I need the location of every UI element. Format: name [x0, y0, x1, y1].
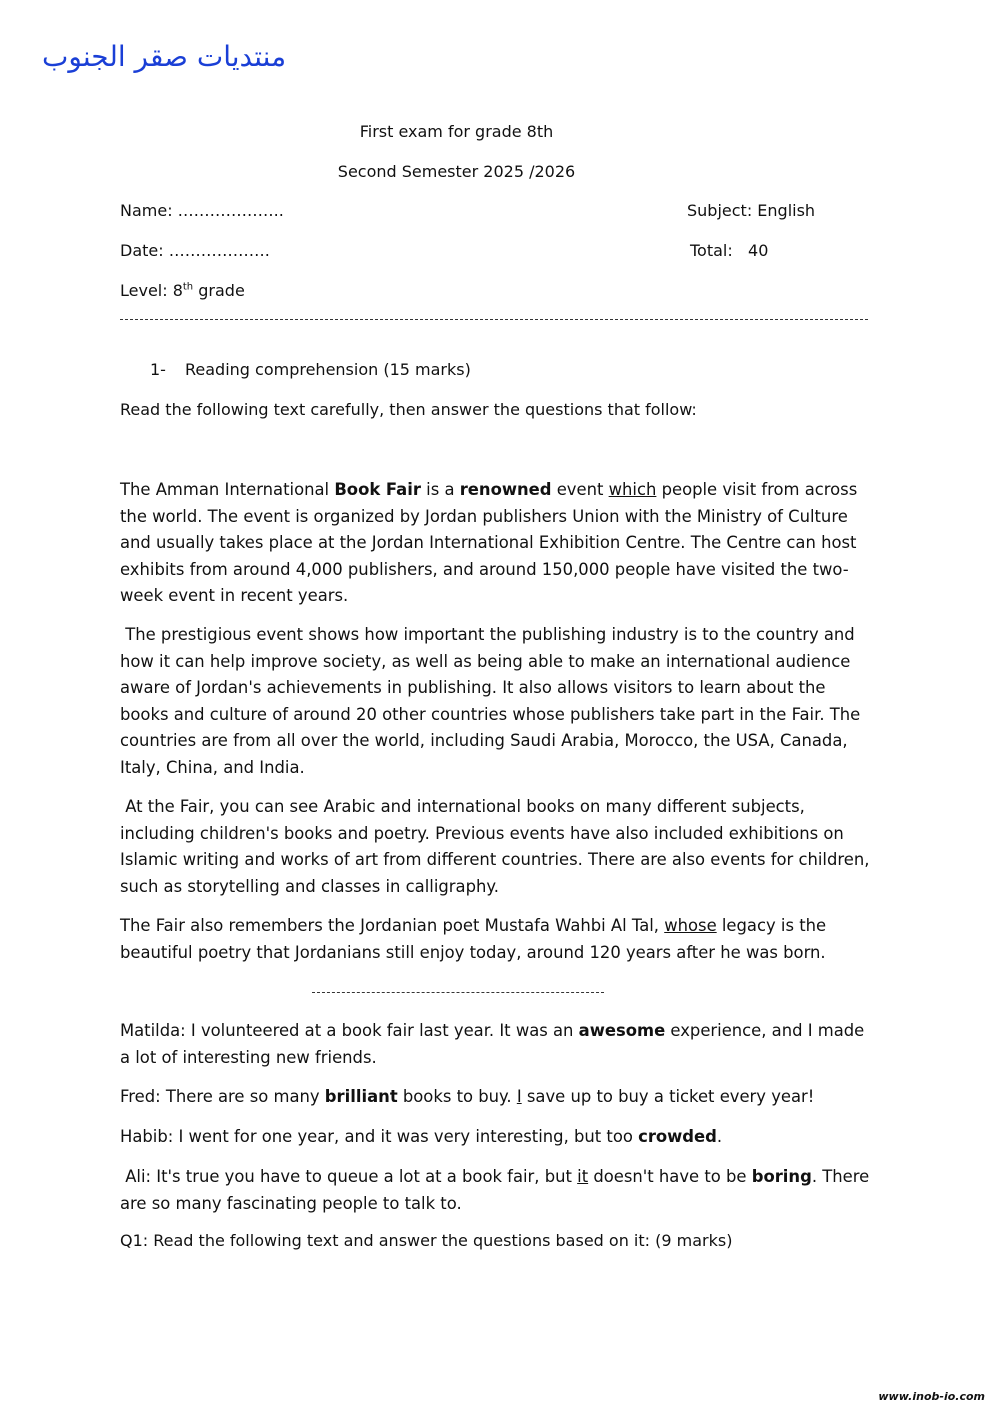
- level-label: Level: 8th grade: [120, 281, 245, 300]
- header-divider: [120, 319, 868, 321]
- subject-label: Subject: English: [687, 201, 816, 220]
- total-label: Total: 40: [690, 241, 769, 260]
- comment-matilda: Matilda: I volunteered at a book fair last year. It was an awesome experience, and I made a lot of interesting new friends.: [120, 1021, 865, 1067]
- site-url: www.inob-io.com: [878, 1390, 985, 1403]
- reading-instruction: Read the following text carefully, then answer the questions that follow:: [120, 400, 697, 419]
- comment-fred: Fred: There are so many brilliant books to buy. I save up to buy a ticket every year!: [120, 1087, 815, 1106]
- exam-title: First exam for grade 8th: [359, 122, 554, 141]
- forum-watermark: منتديات صقر الجنوب: [42, 40, 287, 73]
- date-field-label: Date: ……………….: [120, 241, 270, 260]
- section-divider: [312, 992, 604, 994]
- comment-ali: Ali: It's true you have to queue a lot at a book fair, but it doesn't have to be boring. There are so many fascinating people to talk to.: [120, 1167, 875, 1213]
- paragraph-4: The Fair also remembers the Jordanian poet Mustafa Wahbi Al Tal, whose legacy is the beautiful poetry that Jordanians still enjoy today, around 120 years after he was born.: [120, 916, 827, 962]
- semester-line: Second Semester 2025 /2026: [337, 162, 576, 181]
- section-heading: [150, 360, 471, 379]
- section-number: 1-: [150, 360, 166, 379]
- comment-habib: Habib: I went for one year, and it was very interesting, but too crowded.: [120, 1127, 723, 1146]
- paragraph-3: At the Fair, you can see Arabic and international books on many different subjects, including children's books and poetry. Previous events have also included exhibitions on Islamic writing and works of art from different countries. There are also events for children, such as storytelling and classes in calligraphy.: [120, 797, 875, 896]
- name-field-label: Name: ………………..: [120, 201, 284, 220]
- paragraph-1: The Amman International Book Fair is a renowned event which people visit from across the world. The event is organized by Jordan publishers Union with the Ministry of Culture and usually takes place at the Jordan International Exhibition Centre. The Centre can host exhibits from around 4,000 publishers, and around 150,000 people have visited the two-week event in recent years.: [120, 480, 858, 605]
- paragraph-2: The prestigious event shows how important the publishing industry is to the country and how it can help improve society, as well as being able to make an international audience aware of Jordan's achievements in publishing. It also allows visitors to learn about the books and culture of around 20 other countries whose publishers take part in the Fair. The countries are from all over the world, including Saudi Arabia, Morocco, the USA, Canada, Italy, China, and India.: [120, 625, 866, 777]
- section-title: Reading comprehension (15 marks): [185, 360, 471, 379]
- question-1: Q1: Read the following text and answer the questions based on it: (9 marks): [120, 1231, 733, 1250]
